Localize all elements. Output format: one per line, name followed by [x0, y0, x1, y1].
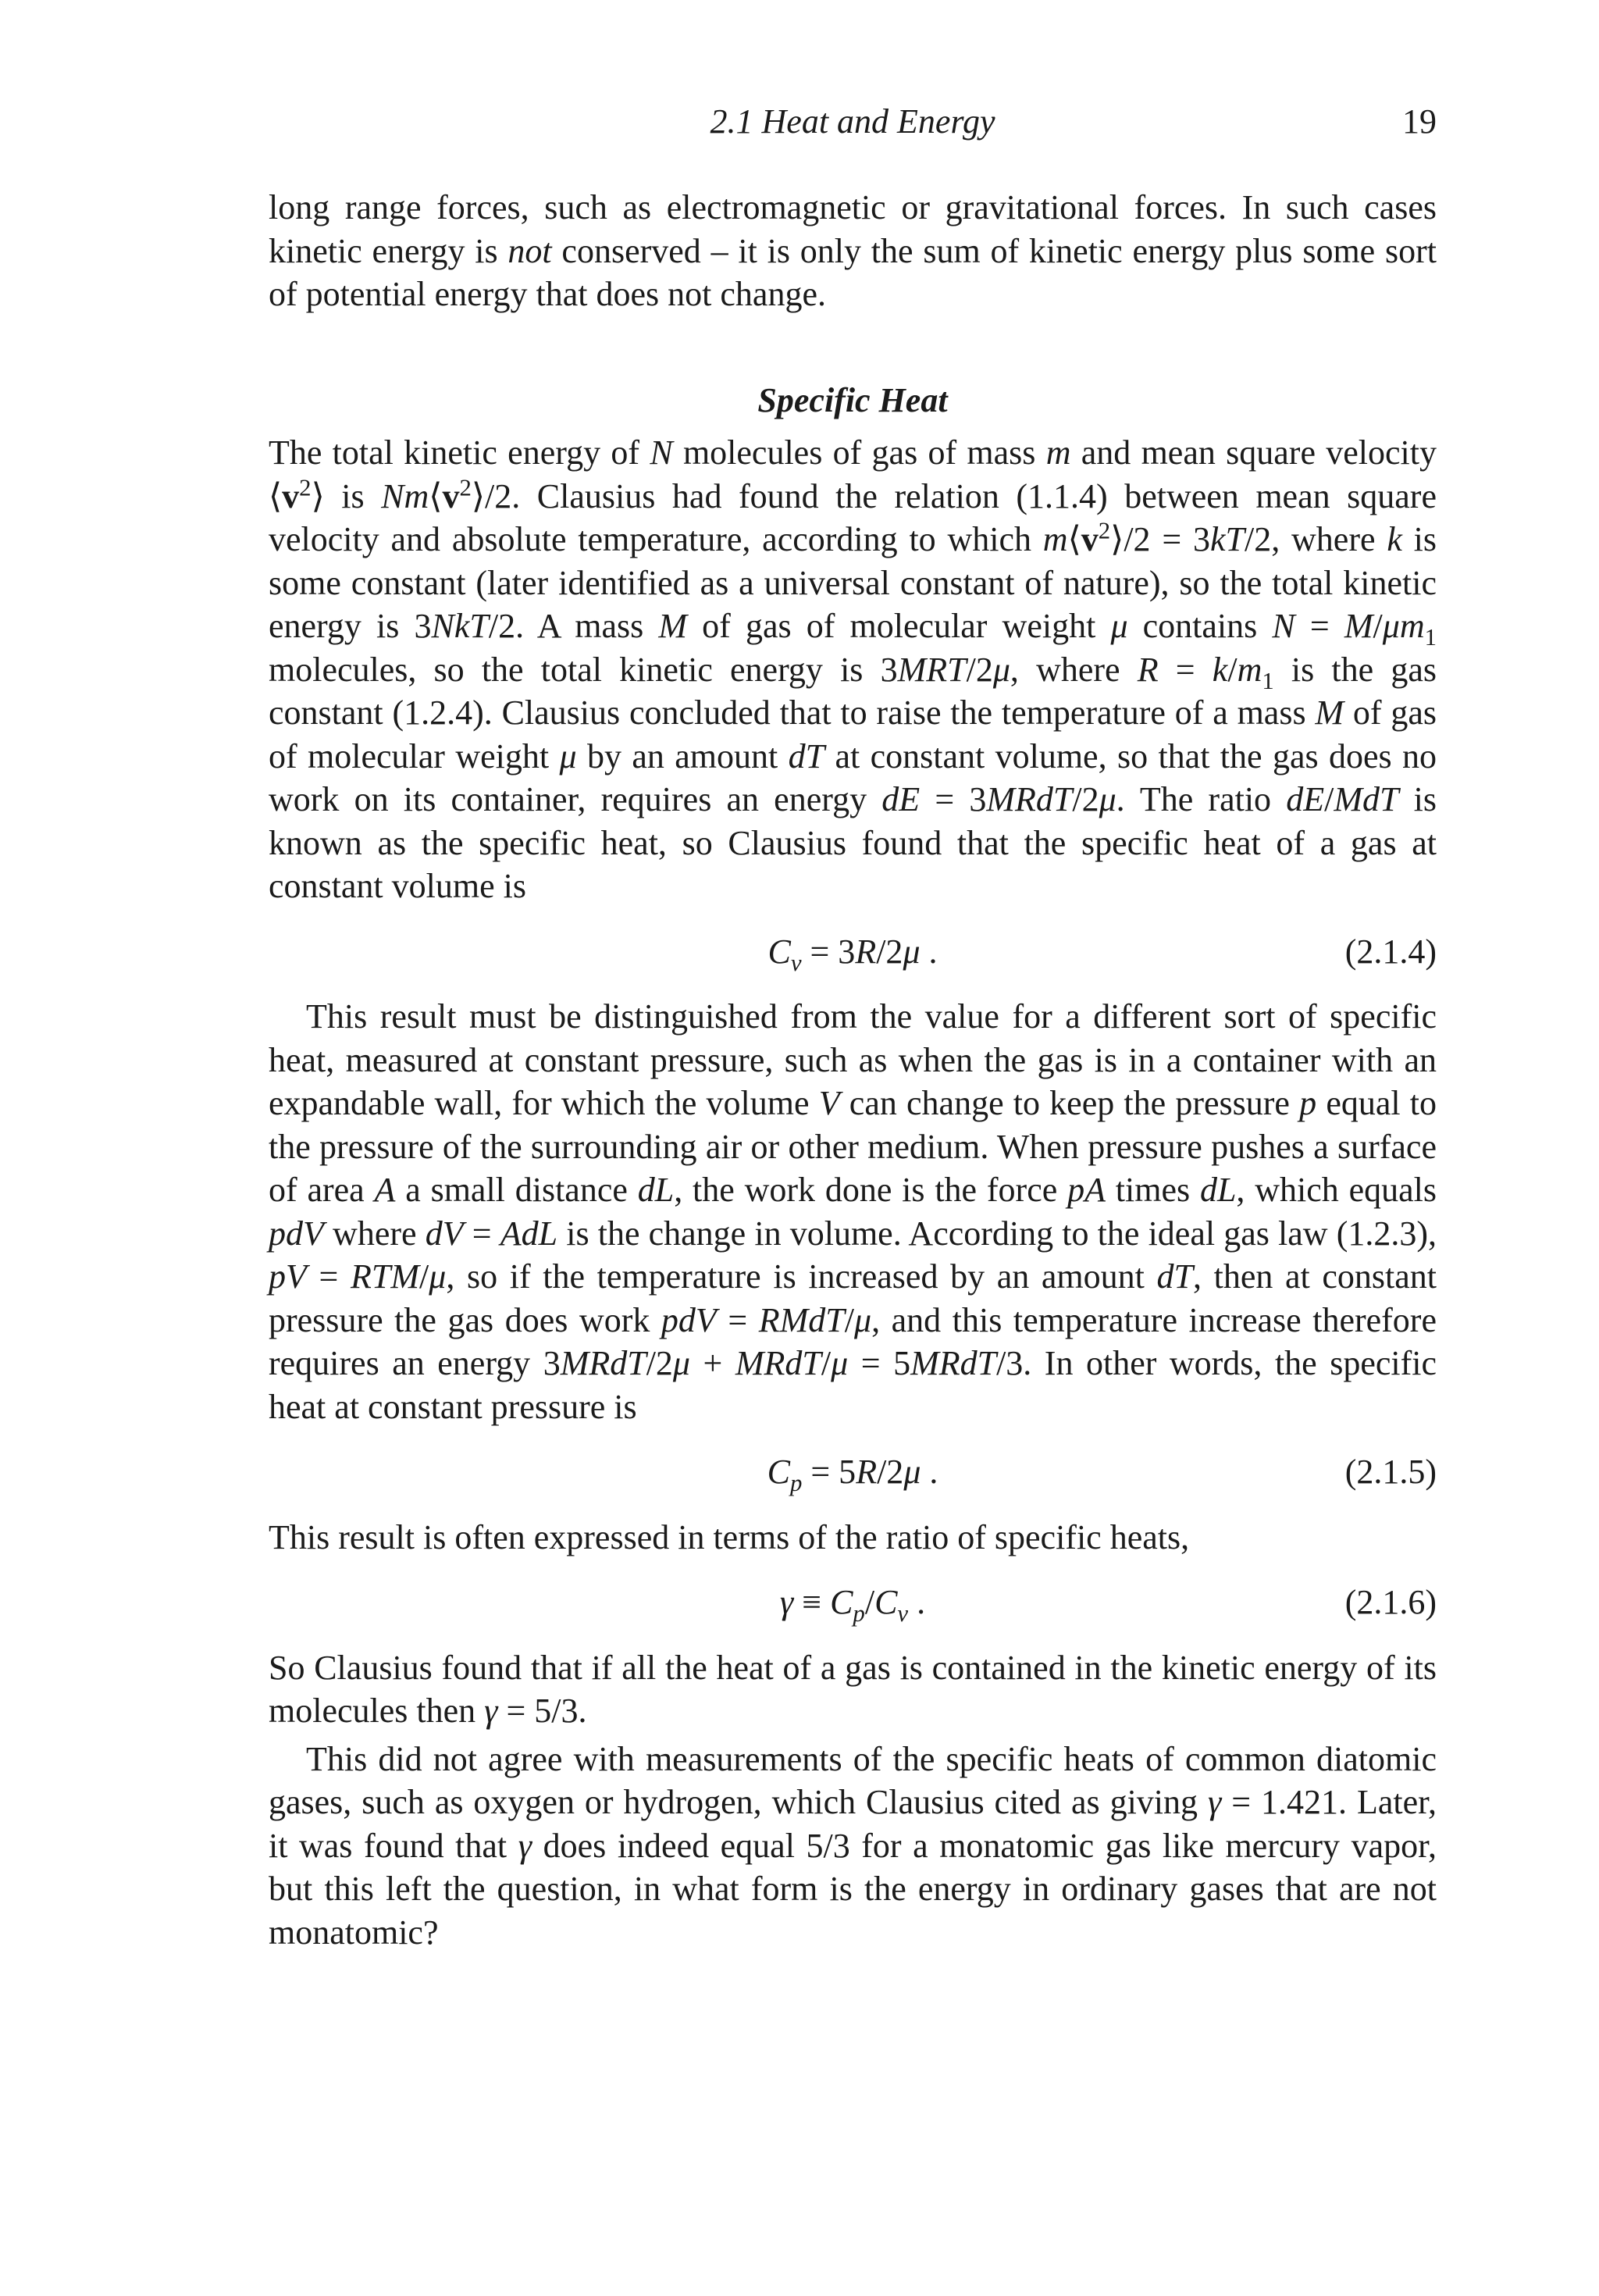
equation-2-1-4 — [269, 930, 1437, 974]
equation-number: (2.1.4) — [1344, 932, 1437, 971]
running-head — [269, 100, 1437, 144]
section-title: Specific Heat — [757, 380, 948, 419]
page-number: 19 — [1402, 102, 1437, 141]
paragraph-specific-heat-intro: The total kinetic energy of N molecules of gas of mass m and mean square velocity $⟨v^2⟩$ is $Nm⟨v^2⟩/2$. Clausius had found the relation (1.1.4) between mean square velocity and absolute temperature, according to which $m⟨v^2⟩/2 = 3kT/2$, where k is some constant (later identified as a universal constant of nature), so the total kinetic energy is 3NkT/2. A mass M of gas of molecular weight μ contains $N = M/\mu m_1$ molecules, so the total kinetic energy is 3MRT/2μ, where $R = k/m_1$ is the gas constant (1.2.4). Clausius concluded that to raise the temperature of a mass M of gas of molecular weight μ by an amount dT at constant volume, so that the gas does no work on its container, requires an energy dE = 3MRdT/2μ. The ratio dE/MdT is known as the specific heat, so Clausius found that the specific heat of a gas at constant volume is — [269, 433, 1437, 905]
equation-2-1-5 — [269, 1450, 1437, 1494]
body-column — [269, 186, 1437, 1954]
equation-formula: $C_v = 3R/2\mu$ . — [767, 932, 938, 976]
equation-formula: $\gamma \equiv C_p/C_v$ . — [779, 1583, 926, 1627]
paragraph-continued: long range forces, such as electromagnetic or gravitational forces. In such cases kinetic energy is not conserved – it is only the sum of kinetic energy plus some sort of potential energy that does not change. — [269, 188, 1437, 313]
paragraph-ratio: This result is often expressed in terms of the ratio of specific heats, — [269, 1517, 1190, 1556]
paragraph-diatomic: This did not agree with measurements of the specific heats of common diatomic gases, such as oxygen or hydrogen, which Clausius cited as giving γ = 1.421. Later, it was found that γ does indeed equal 5/3 for a monatomic gas like mercury vapor, but this left the question, in what form is the energy in ordinary gases that are not monatomic? — [269, 1739, 1437, 1952]
running-title: 2.1 Heat and Energy — [710, 102, 995, 141]
equation-number: (2.1.5) — [1344, 1453, 1437, 1491]
equation-number: (2.1.6) — [1344, 1583, 1437, 1621]
paragraph-constant-pressure: This result must be distinguished from the value for a different sort of specific heat, measured at constant pressure, such as when the gas is in a container with an expandable wall, for which the volume V can change to keep the pressure p equal to the pressure of the surrounding air or other medium. When pressure pushes a surface of area A a small distance dL, the work done is the force pA times dL, which equals pdV where dV = AdL is the change in volume. According to the ideal gas law (1.2.3), pV = RTM/μ, so if the temperature is increased by an amount dT, then at constant pressure the gas does work pdV = RMdT/μ, and this temperature increase therefore requires an energy 3MRdT/2μ + MRdT/μ = 5MRdT/3. In other words, the specific heat at constant pressure is — [269, 997, 1437, 1426]
paragraph-gamma: So Clausius found that if all the heat of a gas is contained in the kinetic energy of its molecules then γ = 5/3. — [269, 1648, 1437, 1730]
equation-2-1-6 — [269, 1581, 1437, 1627]
equation-formula: $C_p = 5R/2\mu$ . — [767, 1453, 938, 1496]
